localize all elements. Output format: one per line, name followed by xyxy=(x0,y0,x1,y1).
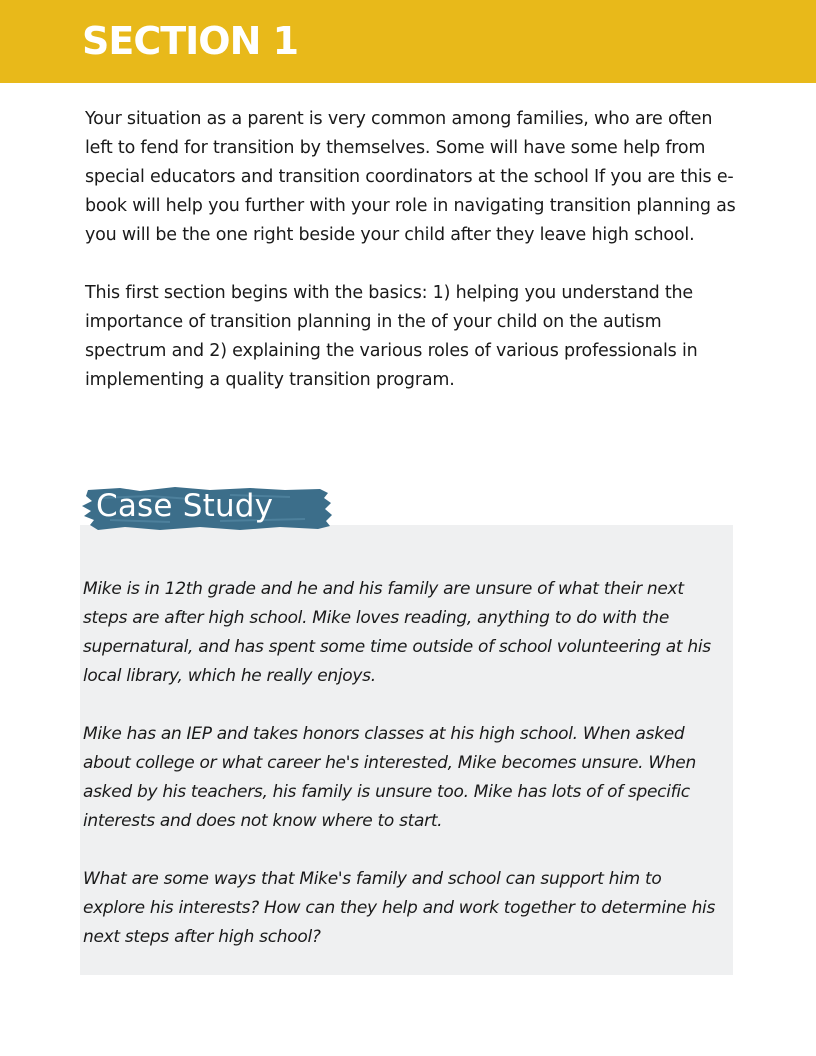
intro-text xyxy=(85,105,745,424)
case-study-paragraph: What are some ways that Mike's family and school can support him to explore his interests? How can they help and work together to determine his next steps after high school? xyxy=(83,869,716,947)
intro-paragraph: Your situation as a parent is very common among families, who are often left to fend for transition by themselves. Some will have some help from special educators and transition coordinators at the school If you are this e-book will help you further with your role in navigating transition planning as you will be the one right beside your child after they leave high school. xyxy=(85,109,736,245)
case-study-paragraph: Mike is in 12th grade and he and his family are unsure of what their next steps are after high school. Mike loves reading, anything to do with the supernatural, and has spent some time outside of school volunteering at his local library, which he really enjoys. xyxy=(83,579,711,686)
intro-paragraph: This first section begins with the basics: 1) helping you understand the importance of transition planning in the of your child on the autism spectrum and 2) explaining the various roles of various professionals in implementing a quality transition program. xyxy=(85,283,698,390)
case-study-paragraph: Mike has an IEP and takes honors classes at his high school. When asked about college or what career he's interested, Mike becomes unsure. When asked by his teachers, his family is unsure too. Mike has lots of of specific interests and does not know where to start. xyxy=(83,724,696,831)
case-study-text xyxy=(83,575,728,981)
section-title: SECTION 1 xyxy=(82,19,299,63)
section-header-banner xyxy=(0,0,816,83)
case-study-heading: Case Study xyxy=(96,488,274,524)
